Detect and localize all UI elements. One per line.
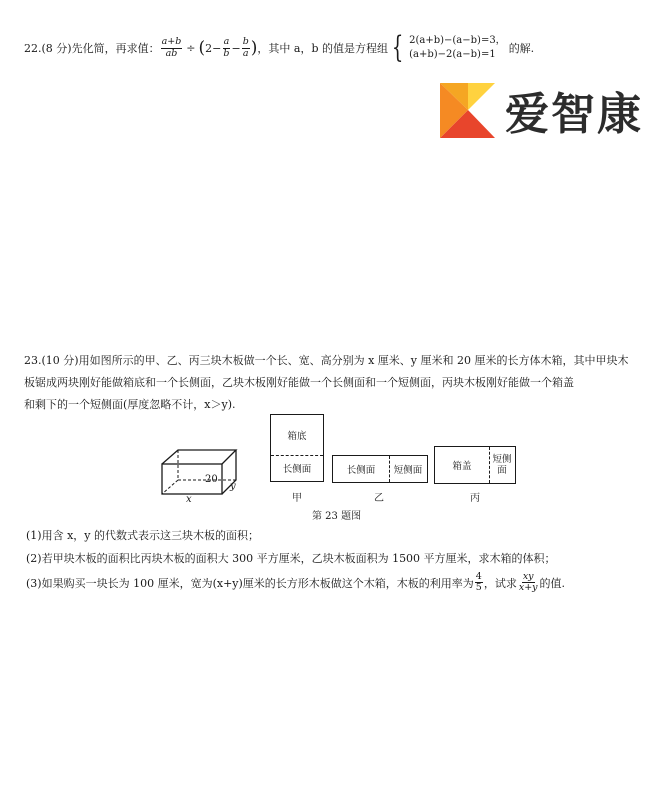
board-bing bbox=[434, 446, 516, 484]
fraction: $\frac{4}{5}$ bbox=[475, 571, 482, 594]
figure-caption: 第 23 题图 bbox=[312, 511, 362, 522]
question-text: 先化简，再求值： bbox=[71, 42, 160, 55]
board-bing-lid: 箱盖 bbox=[452, 461, 472, 472]
brace: { bbox=[391, 30, 404, 65]
question-22 bbox=[24, 30, 534, 66]
board-yi-short-side: 短侧面 bbox=[393, 465, 423, 476]
fraction: $\frac{xy}{x+y}$ bbox=[518, 571, 538, 594]
question-number: 23. bbox=[24, 354, 42, 367]
board-bing-short-side: 短侧 面 bbox=[492, 453, 512, 476]
fraction: $\frac{a}{b}$ bbox=[223, 36, 230, 59]
question-text: 用如图所示的甲、乙、丙三块木板做一个长、宽、高分别为 x 厘米、y 厘米和 20 厘米的长方体木箱，其中甲块木 bbox=[78, 354, 629, 367]
question-23-line-1 bbox=[24, 352, 639, 368]
sub-question-3: (3)如果购买一块长为 100 厘米，宽为(x+y)厘米的长方形木板做这个木箱，木板的利用率为 $\frac{4}{5}$ ，试求 $\frac{xy}{x+y}$ 的值. bbox=[26, 571, 566, 594]
question-23-line-3: 和剩下的一个短侧面(厚度忽略不计，x＞y). bbox=[24, 398, 236, 411]
minus-sign: − bbox=[231, 41, 241, 55]
board-yi-long-side: 长侧面 bbox=[346, 465, 376, 476]
brand-text: 爱智康 bbox=[505, 89, 643, 140]
question-number: 22. bbox=[24, 41, 42, 55]
sub-question-2: (2)若甲块木板的面积比丙块木板的面积大 300 平方厘米，乙块木板面积为 1500 平方厘米，求木箱的体积； bbox=[26, 552, 556, 565]
question-text: ，其中 a，b 的值是方程组 bbox=[257, 42, 389, 55]
sub-question-1: (1)用含 x，y 的代数式表示这三块木板的面积； bbox=[26, 529, 259, 542]
cuboid-figure bbox=[160, 446, 242, 506]
board-jia bbox=[270, 414, 324, 482]
box-height-label: 20 bbox=[205, 474, 218, 485]
board-jia-label: 甲 bbox=[292, 493, 302, 504]
board-yi bbox=[332, 455, 428, 483]
board-yi-label: 乙 bbox=[374, 493, 384, 504]
equation-1: 2(a+b)−(a−b)=3， bbox=[409, 34, 506, 46]
divide-sign: ÷ bbox=[186, 41, 196, 55]
paren: ( bbox=[198, 38, 206, 58]
equation-2: (a+b)−2(a−b)=1 bbox=[409, 49, 496, 60]
logo-mark-icon bbox=[440, 83, 495, 138]
question-points: (10 分) bbox=[41, 354, 79, 367]
board-jia-bottom-panel: 箱底 bbox=[287, 431, 307, 442]
expression: 2− bbox=[205, 41, 222, 55]
box-width-label: y bbox=[230, 481, 236, 492]
paren: ) bbox=[250, 38, 258, 58]
fraction: $\frac{b}{a}$ bbox=[242, 36, 249, 59]
box-length-label: x bbox=[186, 494, 192, 505]
question-text: 的解. bbox=[508, 42, 535, 55]
equation-system bbox=[388, 30, 506, 65]
fraction: $\frac{a+b}{ab}$ bbox=[161, 36, 182, 59]
board-bing-label: 丙 bbox=[470, 493, 480, 504]
board-jia-long-side: 长侧面 bbox=[282, 464, 312, 475]
question-23-line-2: 板锯成两块刚好能做箱底和一个长侧面，乙块木板刚好能做一个长侧面和一个短侧面，丙块木板刚好能做一个箱盖 bbox=[24, 376, 574, 389]
question-points: (8 分) bbox=[41, 42, 72, 55]
brand-logo bbox=[440, 80, 650, 140]
